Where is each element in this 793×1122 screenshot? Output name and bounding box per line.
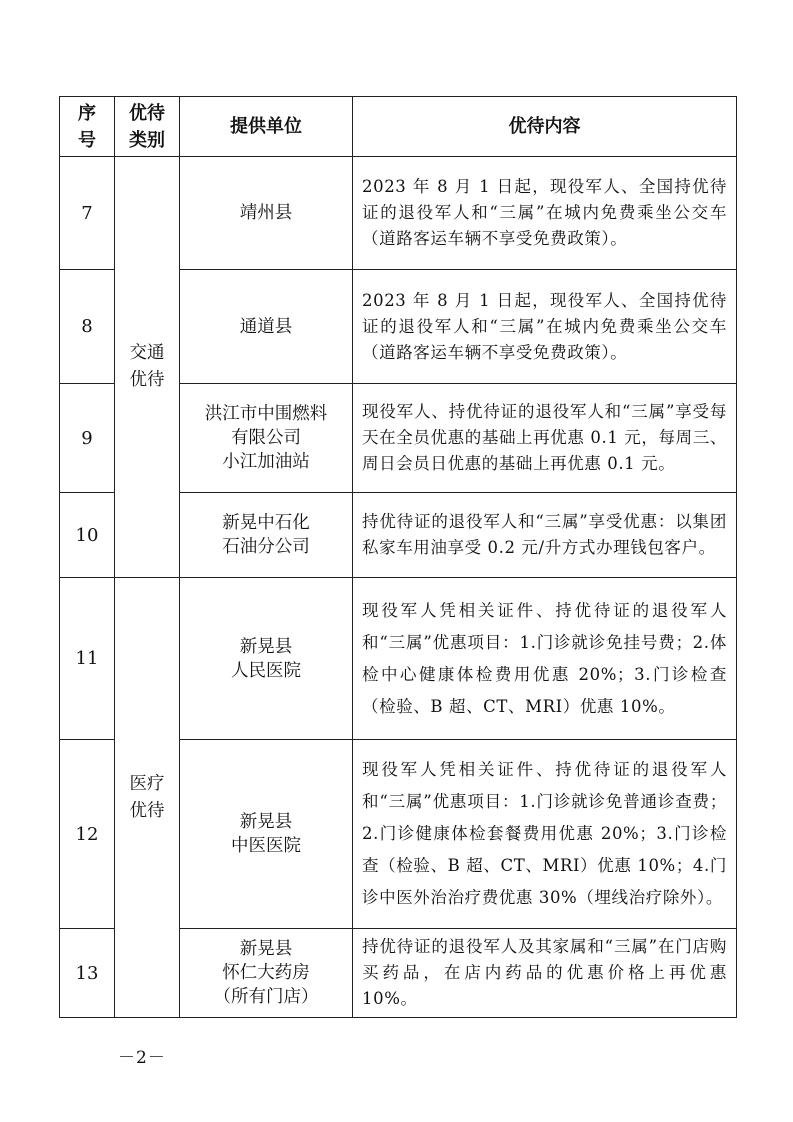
- row-seq: 11: [60, 578, 115, 740]
- header-seq: 序 号: [60, 97, 115, 157]
- row-content: 现役军人凭相关证件、持优待证的退役军人和“三属”优惠项目：1.门诊就诊免挂号费；2.体检中心健康体检费用优惠 20%；3.门诊检查（检验、B 超、CT、MRI）优惠 10%。: [353, 578, 737, 740]
- row-content: 持优待证的退役军人及其家属和“三属”在门店购买药品，在店内药品的优惠价格上再优惠 10%。: [353, 929, 737, 1018]
- row-content: 持优待证的退役军人和“三属”享受优惠：以集团私家车用油享受 0.2 元/升方式办理钱包客户。: [353, 493, 737, 578]
- row-seq: 8: [60, 270, 115, 384]
- row-unit: 洪江市中围燃料 有限公司 小江加油站: [180, 384, 353, 493]
- row-seq: 12: [60, 740, 115, 929]
- page-number: －2－: [118, 1048, 166, 1068]
- row-content: 2023 年 8 月 1 日起，现役军人、全国持优待证的退役军人和“三属”在城内免费乘坐公交车（道路客运车辆不享受免费政策）。: [353, 270, 737, 384]
- row-content: 2023 年 8 月 1 日起，现役军人、全国持优待证的退役军人和“三属”在城内免费乘坐公交车（道路客运车辆不享受免费政策）。: [353, 157, 737, 270]
- header-category: 优待 类别: [115, 97, 180, 157]
- header-unit: 提供单位: [180, 97, 353, 157]
- row-content: 现役军人、持优待证的退役军人和“三属”享受每天在全员优惠的基础上再优惠 0.1 元，每周三、周日会员日优惠的基础上再优惠 0.1 元。: [353, 384, 737, 493]
- row-seq: 9: [60, 384, 115, 493]
- row-seq: 10: [60, 493, 115, 578]
- preferential-treatment-table: [59, 96, 737, 1018]
- row-unit: 靖州县: [180, 157, 353, 270]
- row-unit: 新晃中石化 石油分公司: [180, 493, 353, 578]
- row-unit: 通道县: [180, 270, 353, 384]
- category-medical: 医疗 优待: [115, 578, 180, 1018]
- row-seq: 7: [60, 157, 115, 270]
- table-header-row: [60, 97, 737, 157]
- table-row: [60, 578, 737, 740]
- table-row: [60, 157, 737, 270]
- category-transport: 交通 优待: [115, 157, 180, 578]
- row-seq: 13: [60, 929, 115, 1018]
- row-unit: 新晃县 中医医院: [180, 740, 353, 929]
- row-unit: 新晃县 怀仁大药房 （所有门店）: [180, 929, 353, 1018]
- header-content: 优待内容: [353, 97, 737, 157]
- row-content: 现役军人凭相关证件、持优待证的退役军人和“三属”优惠项目：1.门诊就诊免普通诊查费；2.门诊健康体检套餐费用优惠 20%；3.门诊检查（检验、B 超、CT、MRI）优惠 10%；4.门诊中医外治治疗费优惠 30%（埋线治疗除外）。: [353, 740, 737, 929]
- row-unit: 新晃县 人民医院: [180, 578, 353, 740]
